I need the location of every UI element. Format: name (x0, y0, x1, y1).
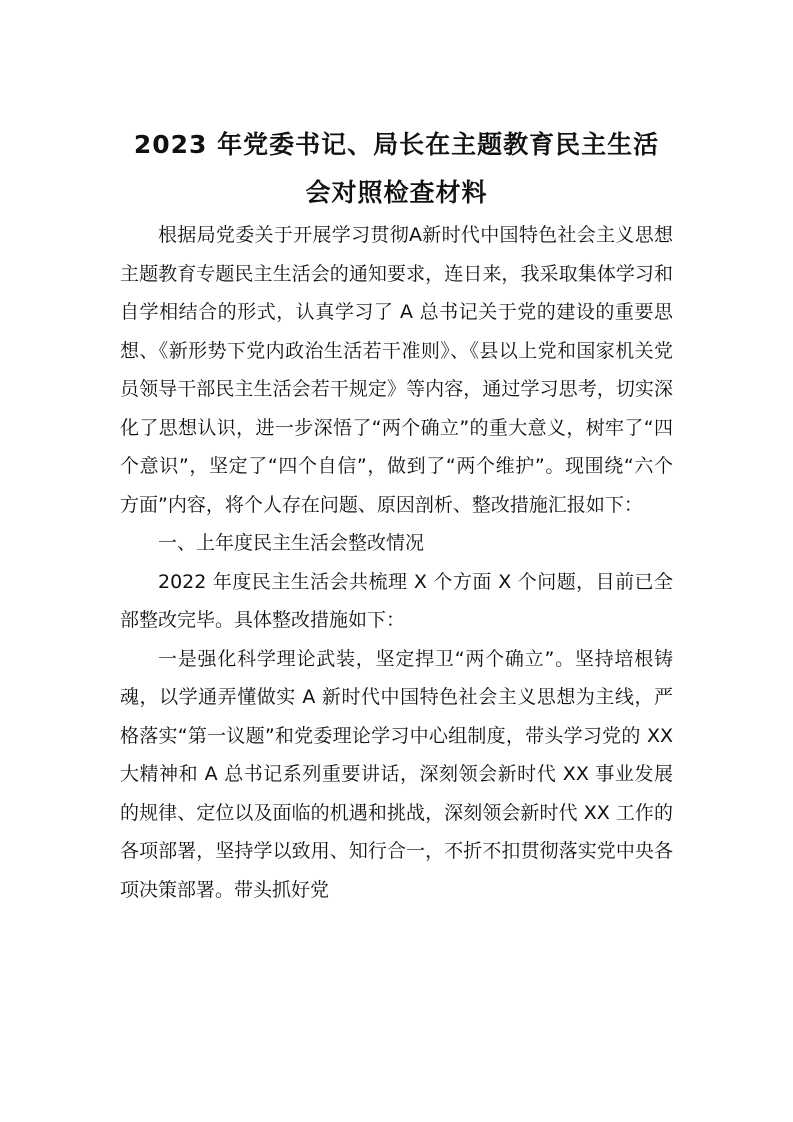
paragraph-intro: 根据局党委关于开展学习贯彻A新时代中国特色社会主义思想主题教育专题民主生活会的通知要求，连日来，我采取集体学习和自学相结合的形式，认真学习了 A 总书记关于党的建设的重要思想、《新形势下党内政治生活若干准则》、《县以上党和国家机关党员领导干部民主生活会若干规定》等内容，通过学习思考，切实深化了思想认识，进一步深悟了“两个确立”的重大意义，树牢了“四个意识”，坚定了“四个自信”，做到了“两个维护”。现围绕“六个方面”内容，将个人存在问题、原因剖析、整改措施汇报如下： (120, 224, 673, 516)
paragraph-measure-1: 一是强化科学理论武装，坚定捍卫“两个确立”。坚持培根铸魂，以学通弄懂做实 A 新时代中国特色社会主义思想为主线，严格落实“第一议题”和党委理论学习中心组制度，带头学习党的 XX 大精神和 A 总书记系列重要讲话，深刻领会新时代 XX 事业发展的规律、定位以及面临的机遇和挑战，深刻领会新时代 XX 工作的各项部署，坚持学以致用、知行合一，不折不扣贯彻落实党中央各项决策部署。带头抓好党 (120, 647, 673, 901)
document-body (120, 216, 673, 909)
document-title-line-2: 会对照检查材料 (305, 178, 488, 207)
section-heading-1: 一、上年度民主生活会整改情况 (158, 532, 425, 554)
document-title-line-1: 2023 年党委书记、局长在主题教育民主生活 (133, 130, 660, 159)
paragraph-summary: 2022 年度民主生活会共梳理 X 个方面 X 个问题，目前已全部整改完毕。具体整改措施如下： (120, 570, 673, 631)
